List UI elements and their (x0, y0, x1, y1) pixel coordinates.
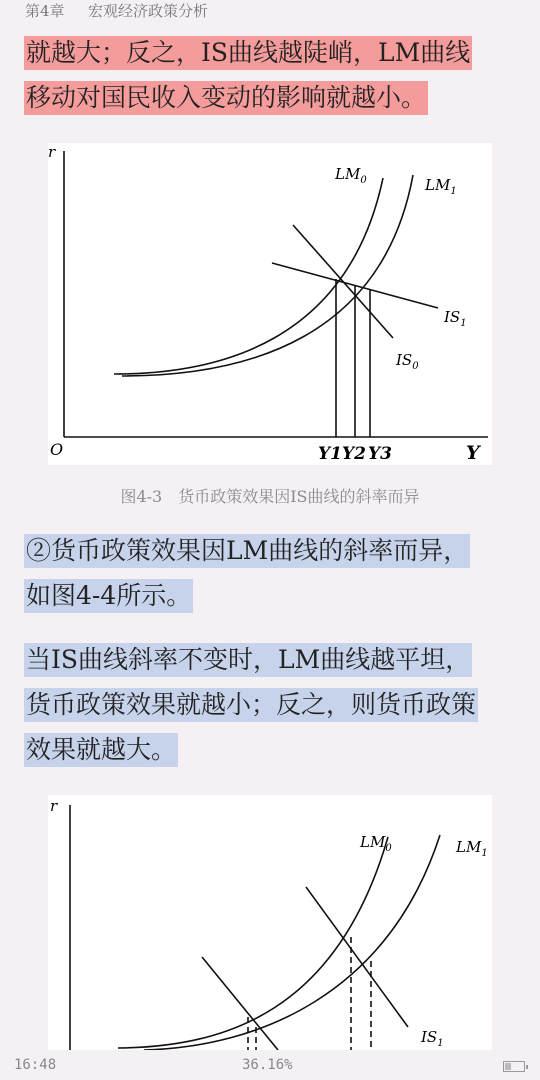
lm1-curve (144, 835, 440, 1050)
figure-caption: 图4-3 货币政策效果因IS曲线的斜率而异 (120, 487, 420, 506)
is1-label: $IS_1$ (421, 1028, 444, 1049)
lm0-label: $LM_0$ (360, 833, 392, 854)
is-lm-diagram-1 (48, 143, 492, 465)
y-axis-label: Y (466, 442, 480, 464)
highlighted-text[interactable]: 移动对国民收入变动的影响就越小。 (24, 81, 428, 115)
highlighted-text[interactable]: 就越大；反之，IS曲线越陡峭，LM曲线 (24, 36, 472, 70)
highlighted-text[interactable]: 效果就越大。 (24, 733, 178, 767)
clock: 16:48 (14, 1057, 57, 1073)
y2-label: Y2 (342, 444, 366, 464)
y1-label: Y1 (318, 444, 342, 464)
paragraph-1 (24, 30, 472, 120)
r-axis-label: r (48, 143, 56, 161)
reader-status-bar (0, 1050, 540, 1080)
highlighted-text[interactable]: 货币政策效果就越小；反之，则货币政策 (24, 688, 478, 722)
y3-label: Y3 (368, 444, 392, 464)
figure-4-4 (48, 795, 492, 1050)
reading-progress: 36.16% (242, 1057, 293, 1073)
is1-label: $IS_1$ (444, 308, 467, 329)
highlighted-text[interactable]: 当IS曲线斜率不变时，LM曲线越平坦， (24, 643, 472, 677)
lm0-curve (114, 178, 383, 374)
paragraph-2 (24, 528, 470, 618)
r-axis-label: r (50, 797, 58, 815)
is0-label: $IS_0$ (396, 351, 419, 372)
chapter-header (0, 0, 540, 24)
is1-line (306, 887, 408, 1027)
origin-label: O (50, 440, 64, 459)
highlighted-text[interactable]: ②货币政策效果因LM曲线的斜率而异， (24, 534, 470, 568)
battery-level (505, 1063, 511, 1070)
lm1-label: $LM_1$ (456, 838, 488, 859)
highlighted-text[interactable]: 如图4-4所示。 (24, 579, 193, 613)
lm0-curve (118, 837, 388, 1048)
figure-4-3 (48, 143, 492, 465)
lm1-label: $LM_1$ (425, 176, 457, 197)
chapter-number: 第4章 (25, 2, 65, 20)
is0-line (293, 225, 393, 338)
chapter-title: 宏观经济政策分析 (88, 2, 209, 20)
paragraph-3 (24, 637, 478, 772)
battery-icon (503, 1061, 525, 1072)
lm0-label: $LM_0$ (335, 165, 367, 186)
is-lm-diagram-2 (48, 795, 492, 1050)
